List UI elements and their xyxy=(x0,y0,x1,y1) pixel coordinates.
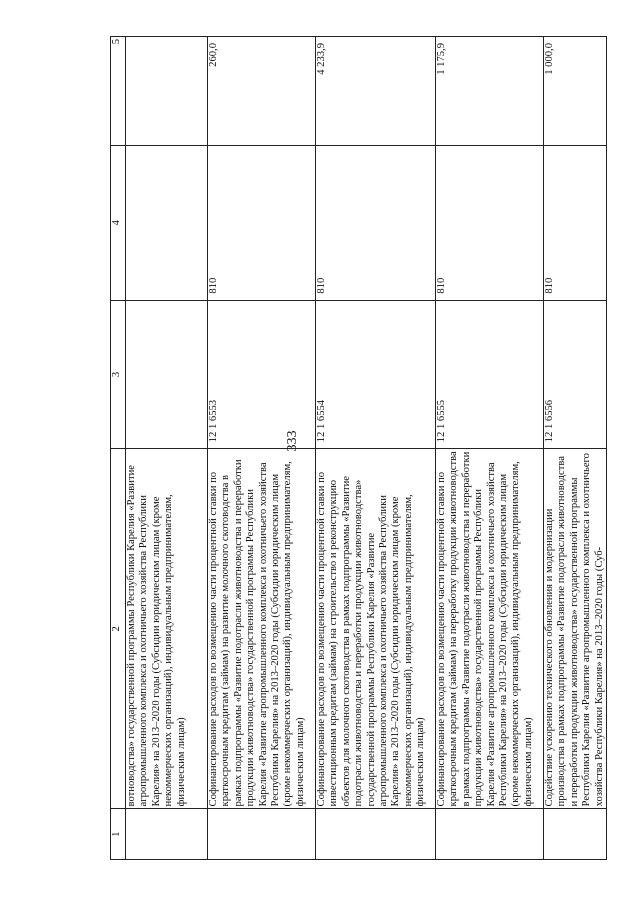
rotated-page xyxy=(110,36,605,860)
page-number: 333 xyxy=(285,430,300,452)
table-row xyxy=(208,37,316,860)
row-amount: 1 000,0 xyxy=(544,37,607,146)
row-type: 810 xyxy=(316,145,436,300)
row-col1 xyxy=(316,809,436,860)
row-type xyxy=(126,145,208,300)
row-amount: 260,0 xyxy=(208,37,316,146)
row-col1 xyxy=(126,809,208,860)
column-header-3: 3 xyxy=(111,300,126,449)
row-amount: 4 233,9 xyxy=(316,37,436,146)
budget-table xyxy=(110,36,607,860)
row-col1 xyxy=(436,809,544,860)
column-header-4: 4 xyxy=(111,145,126,300)
row-col1 xyxy=(208,809,316,860)
row-type: 810 xyxy=(208,145,316,300)
column-header-1: 1 xyxy=(111,809,126,860)
row-amount: 1 175,9 xyxy=(436,37,544,146)
row-code xyxy=(126,300,208,449)
row-name: Софинансирование расходов по возмещению части процентной ставки по краткосрочным кредитам (займам) на переработку продукции животноводства в рамках подпрограммы «Развитие подотрасли животноводства и переработки продукции животноводства» государственной программы Республики Карелия «Развитие агропромышленного комплекса и охотничьего хозяйства Республики Карелия» на 2013–2020 годы (Субсидии юридическим лицам (кроме некоммерческих организаций), индивидуальным предпринимателям, физическим лицам) xyxy=(436,449,544,809)
row-code: 12 1 6556 xyxy=(544,300,607,449)
row-code: 12 1 6553 xyxy=(208,300,316,449)
row-code: 12 1 6554 xyxy=(316,300,436,449)
column-header-5: 5 xyxy=(111,37,126,146)
table-row xyxy=(316,37,436,860)
row-type: 810 xyxy=(436,145,544,300)
table-row xyxy=(436,37,544,860)
table-row xyxy=(126,37,208,860)
table-row xyxy=(544,37,607,860)
column-header-2: 2 xyxy=(111,449,126,809)
row-col1 xyxy=(544,809,607,860)
row-amount xyxy=(126,37,208,146)
row-code: 12 1 6555 xyxy=(436,300,544,449)
row-name: Содействие ускорению технического обновления и модернизации производства в рамках подпрограммы «Развитие подотрасли животноводства и переработки продукции животноводства» государственной программы Республики Карелия «Развитие агропромышленного комплекса и охотничьего хозяйства Республики Карелия» на 2013–2020 годы (Суб- xyxy=(544,449,607,809)
row-name: Софинансирование расходов по возмещению части процентной ставки по краткосрочным кредитам (займам) на развитие молочного скотоводства в рамках подпрограммы «Развитие подотрасли животноводства и переработки продукции животноводства» государственной программы Республики Карелия «Развитие агропромышленного комплекса и охотничьего хозяйства Республики Карелия» на 2013–2020 годы (Субсидии юридическим лицам (кроме некоммерческих организаций), индивидуальным предпринимателям, физическим лицам) xyxy=(208,449,316,809)
header-row xyxy=(111,37,126,860)
row-name: вотноводства» государственной программы Республики Карелия «Развитие агропромышленного комплекса и охотничьего хозяйства Республики Карелия» на 2013–2020 годы (Субсидии юридическим лицам (кроме некоммерческих организаций), индивидуальным предпринимателям, физическим лицам) xyxy=(126,449,208,809)
row-type: 810 xyxy=(544,145,607,300)
row-name: Софинансирование расходов по возмещению части процентной ставки по инвестиционным кредитам (займам) на строительство и реконструкцию объектов для молочного скотоводства в рамках подпрограммы «Развитие подотрасли животноводства и переработки продукции животноводства» государственной программы Республики Карелия «Развитие агропромышленного комплекса и охотничьего хозяйства Республики Карелия» на 2013–2020 годы (Субсидии юридическим лицам (кроме некоммерческих организаций), индивидуальным предпринимателям, физическим лицам) xyxy=(316,449,436,809)
